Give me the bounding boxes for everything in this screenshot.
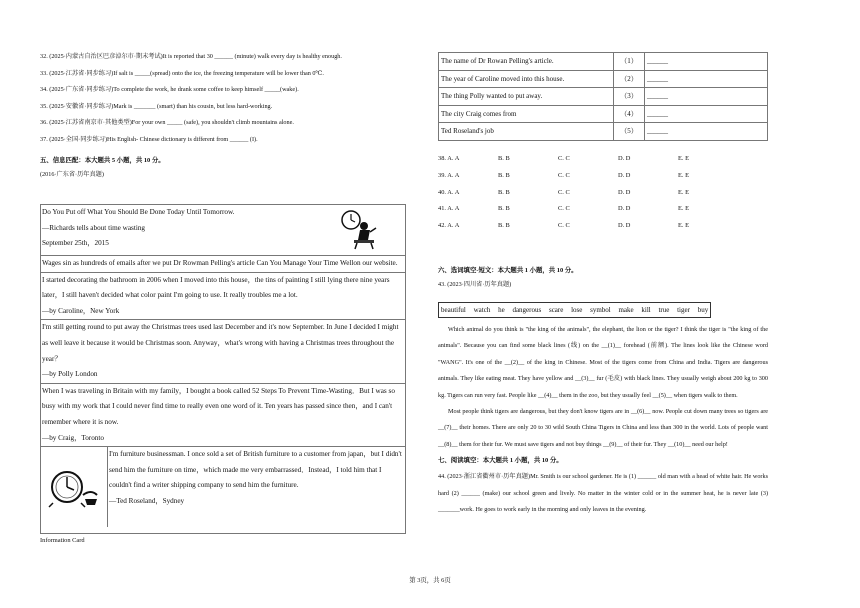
option-e[interactable]: E. E bbox=[678, 205, 690, 213]
table-cell-num: （1） bbox=[614, 53, 645, 71]
left-column bbox=[40, 52, 406, 191]
polly-signature: —by Polly London bbox=[42, 370, 98, 379]
article-title: Do You Put off What You Should Be Done Today Until Tomorrow. bbox=[42, 208, 235, 216]
table-cell-num: （2） bbox=[614, 70, 645, 88]
right-column bbox=[438, 52, 768, 141]
tiger-passage bbox=[438, 322, 768, 453]
article-intro-block bbox=[41, 256, 405, 273]
caroline-text: I started decorating the bathroom in 2006 when I moved into this house，the tins of painting I still lying there nine years later，I still haven't decided what color paint I'm going to use. It really troubles me a lot. bbox=[42, 275, 390, 300]
option-row-42 bbox=[438, 222, 768, 239]
craig-text: When I was traveling in Britain with my family，I bought a book called 52 Steps To Prevent Time-Wasting．But I was so busy with my work that I could never find time to really even one word of it. Ten years has passed since then，and I can't remember where it is now. bbox=[42, 386, 395, 426]
craig-block bbox=[41, 384, 405, 447]
table-cell-blank[interactable]: ______ bbox=[645, 53, 768, 71]
table-cell-desc: The thing Polly wanted to put away. bbox=[439, 88, 614, 106]
information-card-label: Information Card bbox=[40, 537, 85, 544]
section-5-heading: 五、信息匹配：本大题共 5 小题，共 10 分。 bbox=[40, 156, 165, 164]
section-6-source: 43. (2023·四川省·历年真题) bbox=[438, 281, 512, 288]
option-a[interactable]: 39. A. A bbox=[438, 171, 460, 179]
option-b[interactable]: B. B bbox=[498, 188, 510, 196]
polly-text: I'm still getting round to put away the Christmas trees used last December and it's now September. In June I decided I might as well leave it because it would be Christmas soon. Anyway，what's wrong with having a Christmas trees throughout the year？ bbox=[42, 323, 399, 363]
option-b[interactable]: B. B bbox=[498, 155, 510, 162]
article-intro: Wages sin as hundreds of emails after we put Dr Rowman Pelling's article Can You Manage Your Time Wellon our website. bbox=[42, 259, 398, 267]
section-7-heading: 七、阅读填空：本大题共 1 小题，共 10 分。 bbox=[438, 457, 563, 465]
table-cell-num: （3） bbox=[614, 88, 645, 106]
question-33: 33. (2025·江苏省·同步练习)If salt is _____(spread) onto the ice, the freezing temperature will be lower than 0℃. bbox=[40, 69, 324, 77]
option-c[interactable]: C. C bbox=[558, 205, 570, 213]
craig-signature: —by Craig，Toronto bbox=[42, 433, 104, 442]
table-cell-desc: The year of Caroline moved into this house. bbox=[439, 70, 614, 88]
section-5-source: (2016·广东省·历年真题) bbox=[40, 170, 104, 178]
procrastinator-illustration-icon bbox=[340, 208, 378, 250]
option-d[interactable]: D. D bbox=[618, 188, 631, 196]
information-card-table bbox=[438, 52, 768, 141]
option-c[interactable]: C. C bbox=[558, 222, 570, 230]
ted-text: I'm furniture businessman. I once sold a set of British furniture to a customer from japan，but I didn't send him the furniture on time，which made me very embarrassed．Instead，I told him that I couldn't find a writer shipping company to send him the furniture. bbox=[109, 450, 402, 490]
word-bank: beautiful watch he dangerous scare lose symbol make kill true tiger buy bbox=[438, 302, 711, 318]
clock-illustration-icon bbox=[41, 447, 108, 527]
option-e[interactable]: E. E bbox=[678, 188, 690, 196]
option-row-40 bbox=[438, 189, 768, 206]
ted-text-cell bbox=[108, 447, 405, 527]
ted-signature: —Ted Roseland，Sydney bbox=[109, 496, 185, 505]
option-row-39 bbox=[438, 172, 768, 189]
option-b[interactable]: B. B bbox=[498, 222, 510, 230]
question-37: 37. (2025·全国·同步练习)His English- Chinese dictionary is different from ______ (I). bbox=[40, 135, 258, 143]
question-34: 34. (2025·广东省·同步练习)To complete the work, he drank some coffee to keep himself _____(wake). bbox=[40, 86, 299, 94]
question-44: 44. (2023·浙江省衢州市·历年真题)Mr. Smith is our school gardener. He is (1) ______ old man with a head of white hair. He works hard (2) ______ (make) our school green and lively. No matter in the winter cold or in the summer heat, he is never late (3) _______work. He goes to work early in the morning and only leaves in the evening. bbox=[438, 473, 768, 514]
option-c[interactable]: C. C bbox=[558, 171, 570, 179]
table-row bbox=[439, 105, 768, 123]
table-row bbox=[439, 123, 768, 141]
table-cell-blank[interactable]: ______ bbox=[645, 88, 768, 106]
table-row bbox=[439, 53, 768, 71]
option-e[interactable]: E. E bbox=[678, 222, 690, 230]
table-cell-num: （4） bbox=[614, 105, 645, 123]
section-6 bbox=[438, 262, 768, 518]
option-d[interactable]: D. D bbox=[618, 222, 631, 230]
table-cell-desc: The name of Dr Rowan Pelling's article. bbox=[439, 53, 614, 71]
option-a[interactable]: 38. A. A bbox=[438, 155, 460, 162]
article-date: September 25th，2015 bbox=[42, 239, 109, 248]
option-row-41 bbox=[438, 205, 768, 222]
option-e[interactable]: E. E bbox=[678, 155, 690, 162]
caroline-signature: —by Caroline，New York bbox=[42, 306, 120, 315]
table-row bbox=[439, 88, 768, 106]
page-number: 第 3页，共 6页 bbox=[409, 577, 451, 584]
question-32: 32. (2025·内蒙古自治区巴彦淖尔市·期末考试)It is reported that 30 ______ (minute) walk every day is healthy enough. bbox=[40, 53, 342, 60]
option-a[interactable]: 41. A. A bbox=[438, 205, 460, 213]
table-cell-desc: The city Craig comes from bbox=[439, 105, 614, 123]
option-e[interactable]: E. E bbox=[678, 171, 690, 179]
option-a[interactable]: 40. A. A bbox=[438, 188, 460, 196]
option-d[interactable]: D. D bbox=[618, 155, 631, 162]
question-35: 35. (2025·安徽省·同步练习)Mark is _______ (smart) than his cousin, but less hard-working. bbox=[40, 102, 273, 110]
section-6-heading: 六、选词填空-短文：本大题共 1 小题，共 10 分。 bbox=[438, 267, 578, 274]
ted-block bbox=[41, 447, 405, 527]
table-cell-blank[interactable]: ______ bbox=[645, 70, 768, 88]
passage-paragraph-2: Most people think tigers are dangerous, but they don't know tigers are in __(6)__ now. People cut down many trees so tigers are __(7)__ their homes. There are only 20 to 30 wild South China Tigers in China and less than 300 in the world. Lots of people want __(8)__ them for their fur. We must save tigers and not buy things __(9)__ of their fur. They __(10)__ need our help! bbox=[438, 408, 768, 448]
table-cell-blank[interactable]: ______ bbox=[645, 105, 768, 123]
option-d[interactable]: D. D bbox=[618, 205, 631, 213]
option-row-38 bbox=[438, 155, 768, 172]
question-36: 36. (2025·江苏省南京市·其他类型)For your own _____ (safe), you shouldn't climb mountains alone. bbox=[40, 119, 294, 127]
caroline-block bbox=[41, 273, 405, 321]
option-b[interactable]: B. B bbox=[498, 171, 510, 179]
article-title-block bbox=[41, 205, 405, 256]
options-list bbox=[438, 155, 768, 239]
option-c[interactable]: C. C bbox=[558, 188, 570, 196]
polly-block bbox=[41, 320, 405, 383]
option-c[interactable]: C. C bbox=[558, 155, 570, 162]
passage-paragraph-1: Which animal do you think is "the king of the animals", the elephant, the lion or the tiger? I think the tiger is "the king of the animals". Because you can find some black lines (线) on the __(1)__ forehead (前额). The lines look like the Chinese word "WANG". It's one of the __(2)__ of the king in Chinese. Most of the tigers come from China and India. Tigers are dangerous animals. They like eating meat. They have yellow and __(3)__ fur (毛皮) with black lines. They usually weigh about 200 kg to 300 kg. Tigers can run very fast. People like __(4)__ them in the zoo, but they usually feel __(5)__ when tigers walk to them. bbox=[438, 326, 768, 399]
option-a[interactable]: 42. A. A bbox=[438, 222, 460, 230]
article-byline: —Richards tells about time wasting bbox=[42, 223, 146, 232]
table-cell-num: （5） bbox=[614, 123, 645, 141]
article-box bbox=[40, 204, 406, 534]
option-d[interactable]: D. D bbox=[618, 171, 631, 179]
table-cell-desc: Ted Roseland's job bbox=[439, 123, 614, 141]
table-row bbox=[439, 70, 768, 88]
option-b[interactable]: B. B bbox=[498, 205, 510, 213]
table-cell-blank[interactable]: ______ bbox=[645, 123, 768, 141]
